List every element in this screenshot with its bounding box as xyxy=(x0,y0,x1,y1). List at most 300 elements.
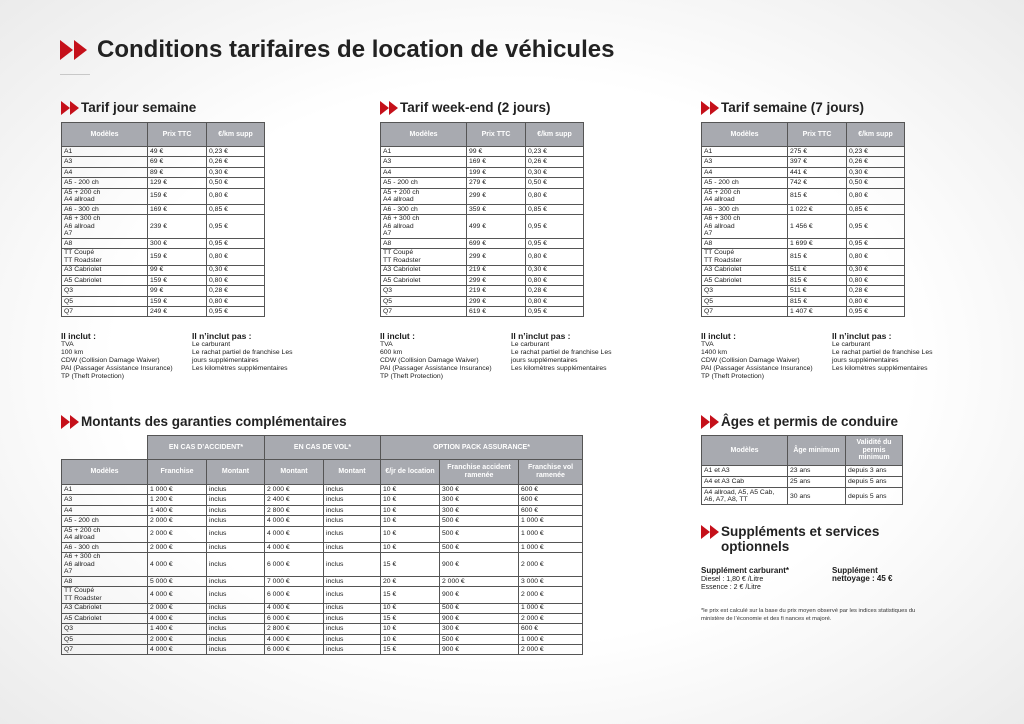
model-cell: A1 xyxy=(62,485,148,495)
price-cell: 742 € xyxy=(788,178,847,188)
value-cell: inclus xyxy=(324,576,381,586)
value-cell: inclus xyxy=(207,542,265,552)
model-cell: Q3 xyxy=(381,286,467,296)
table-row xyxy=(702,477,903,488)
value-cell: inclus xyxy=(324,495,381,505)
value-cell: inclus xyxy=(324,505,381,515)
value-cell: 1 000 € xyxy=(148,485,207,495)
model-cell: A1 xyxy=(381,147,467,157)
value-cell: 4 000 € xyxy=(148,645,207,655)
price-cell: 815 € xyxy=(788,188,847,204)
table-row xyxy=(62,603,583,613)
value-cell: 10 € xyxy=(381,526,440,542)
rate-arrows-icon xyxy=(380,101,398,115)
km-cell: 0,95 € xyxy=(207,215,265,239)
value-cell: 10 € xyxy=(381,542,440,552)
page-title: Conditions tarifaires de location de véhicules xyxy=(97,36,615,63)
value-cell: 2 000 € xyxy=(148,542,207,552)
km-cell: 0,80 € xyxy=(207,188,265,204)
includes-item: 1400 km xyxy=(701,349,728,356)
price-cell: 249 € xyxy=(148,307,207,317)
model-cell: Q3 xyxy=(702,286,788,296)
blank-header xyxy=(62,436,148,460)
table-row xyxy=(62,188,265,204)
model-cell: A4 xyxy=(62,505,148,515)
value-cell: 300 € xyxy=(440,495,519,505)
km-cell: 0,95 € xyxy=(526,307,584,317)
table-row xyxy=(62,215,265,239)
includes-item: TP (Theft Protection) xyxy=(61,373,124,380)
km-cell: 0,80 € xyxy=(847,188,905,204)
value-cell: 1 000 € xyxy=(519,526,583,542)
includes-heading: Il inclut : xyxy=(380,331,415,341)
includes-heading: Il inclut : xyxy=(61,331,96,341)
model-cell: Q7 xyxy=(702,307,788,317)
km-cell: 0,30 € xyxy=(847,167,905,177)
value-cell: 15 € xyxy=(381,645,440,655)
table-row xyxy=(62,526,583,542)
model-cell: A5 Cabriolet xyxy=(62,613,148,623)
age-col-header: Modèles xyxy=(702,436,788,466)
km-cell: 0,95 € xyxy=(847,238,905,248)
rate-title: Tarif semaine (7 jours) xyxy=(721,100,865,115)
value-cell: 4 000 € xyxy=(265,516,324,526)
value-cell: 600 € xyxy=(519,495,583,505)
table-row xyxy=(702,238,905,248)
table-row xyxy=(381,178,584,188)
value-cell: 4 000 € xyxy=(265,603,324,613)
model-cell: A6 + 300 ch A6 allroad A7 xyxy=(62,553,148,577)
model-cell: A4 allroad, A5, A5 Cab, A6, A7, A8, TT xyxy=(702,488,788,505)
table-row xyxy=(381,147,584,157)
value-cell: 4 000 € xyxy=(148,587,207,603)
model-cell: A3 Cabriolet xyxy=(62,265,148,275)
table-row xyxy=(62,249,265,265)
km-cell: 0,80 € xyxy=(847,249,905,265)
table-row xyxy=(62,275,265,285)
km-cell: 0,23 € xyxy=(526,147,584,157)
km-cell: 0,26 € xyxy=(526,157,584,167)
value-cell: 900 € xyxy=(440,587,519,603)
rate-table xyxy=(380,122,584,317)
value-cell: 900 € xyxy=(440,613,519,623)
value-cell: inclus xyxy=(324,485,381,495)
price-cell: 619 € xyxy=(467,307,526,317)
price-cell: 69 € xyxy=(148,157,207,167)
model-cell: TT Coupé TT Roadster xyxy=(702,249,788,265)
excludes-item: Le carburant xyxy=(192,341,231,348)
table-row xyxy=(62,516,583,526)
model-cell: A4 xyxy=(62,167,148,177)
ages-title: Âges et permis de conduire xyxy=(721,414,899,429)
table-row xyxy=(62,495,583,505)
km-cell: 0,80 € xyxy=(526,296,584,306)
value-cell: 4 000 € xyxy=(148,553,207,577)
km-cell: 0,85 € xyxy=(847,204,905,214)
value-cell: inclus xyxy=(207,516,265,526)
price-cell: 239 € xyxy=(148,215,207,239)
excludes-item: Les kilomètres supplémentaires xyxy=(511,365,607,372)
km-cell: 0,80 € xyxy=(526,249,584,265)
km-cell: 0,95 € xyxy=(847,215,905,239)
price-cell: 499 € xyxy=(467,215,526,239)
table-row xyxy=(702,275,905,285)
value-cell: inclus xyxy=(324,526,381,542)
price-cell: 299 € xyxy=(467,296,526,306)
table-row xyxy=(62,167,265,177)
table-row xyxy=(62,307,265,317)
value-cell: 2 000 € xyxy=(148,526,207,542)
table-row xyxy=(62,613,583,623)
table-row xyxy=(62,265,265,275)
value-cell: 300 € xyxy=(440,485,519,495)
value-cell: 1 000 € xyxy=(519,542,583,552)
includes-item: 100 km xyxy=(61,349,84,356)
price-cell: 99 € xyxy=(148,286,207,296)
excludes-item: Le carburant xyxy=(511,341,550,348)
km-cell: 0,30 € xyxy=(207,167,265,177)
value-cell: 2 000 € xyxy=(519,553,583,577)
model-cell: TT Coupé TT Roadster xyxy=(62,587,148,603)
value-cell: 15 € xyxy=(381,553,440,577)
table-row xyxy=(702,286,905,296)
ages-table xyxy=(701,435,903,505)
table-row xyxy=(381,157,584,167)
km-cell: 0,50 € xyxy=(526,178,584,188)
header-price: Prix TTC xyxy=(788,123,847,147)
table-row xyxy=(381,307,584,317)
supplements-arrows-icon xyxy=(701,525,719,539)
value-cell: 2 800 € xyxy=(265,505,324,515)
value-cell: 1 400 € xyxy=(148,624,207,634)
model-cell: Q5 xyxy=(62,296,148,306)
table-row xyxy=(381,215,584,239)
km-cell: 0,80 € xyxy=(207,249,265,265)
model-cell: A5 + 200 ch A4 allroad xyxy=(702,188,788,204)
price-cell: 169 € xyxy=(148,204,207,214)
value-cell: 500 € xyxy=(440,516,519,526)
km-cell: 0,23 € xyxy=(207,147,265,157)
value-cell: 10 € xyxy=(381,624,440,634)
price-cell: 159 € xyxy=(148,188,207,204)
supplements-title-line1: Suppléments et services xyxy=(721,524,880,539)
supplements-title-line2: optionnels xyxy=(721,539,790,554)
model-cell: A6 + 300 ch A6 allroad A7 xyxy=(702,215,788,239)
table-row xyxy=(62,204,265,214)
value-cell: 300 € xyxy=(440,505,519,515)
value-cell: inclus xyxy=(207,576,265,586)
price-cell: 49 € xyxy=(148,147,207,157)
value-cell: 2 000 € xyxy=(519,613,583,623)
group-header-accident: EN CAS D’ACCIDENT* xyxy=(148,436,265,460)
excludes-list xyxy=(511,331,626,373)
table-row xyxy=(62,576,583,586)
model-cell: A8 xyxy=(702,238,788,248)
includes-list xyxy=(61,331,191,381)
fuel-diesel: Diesel : 1,80 € /Litre xyxy=(701,576,764,583)
price-cell: 1 022 € xyxy=(788,204,847,214)
includes-item: 600 km xyxy=(380,349,403,356)
table-row xyxy=(62,286,265,296)
group-header-theft: EN CAS DE VOL* xyxy=(265,436,381,460)
price-cell: 1 456 € xyxy=(788,215,847,239)
price-cell: 815 € xyxy=(788,296,847,306)
model-cell: A1 xyxy=(702,147,788,157)
model-cell: A5 - 200 ch xyxy=(381,178,467,188)
price-cell: 275 € xyxy=(788,147,847,157)
group-header-pack: OPTION PACK ASSURANCE* xyxy=(381,436,583,460)
title-arrows-icon xyxy=(60,40,88,60)
value-cell: depuis 5 ans xyxy=(846,488,903,505)
price-cell: 159 € xyxy=(148,275,207,285)
includes-item: CDW (Collision Damage Waiver) xyxy=(380,357,479,364)
value-cell: inclus xyxy=(324,645,381,655)
guarantee-col-header: Montant xyxy=(207,460,265,485)
header-km: €/km supp xyxy=(526,123,584,147)
table-row xyxy=(381,249,584,265)
table-row xyxy=(62,147,265,157)
model-cell: A3 xyxy=(62,157,148,167)
value-cell: 6 000 € xyxy=(265,587,324,603)
value-cell: 5 000 € xyxy=(148,576,207,586)
table-row xyxy=(381,167,584,177)
value-cell: 600 € xyxy=(519,485,583,495)
table-row xyxy=(702,296,905,306)
value-cell: 4 000 € xyxy=(265,526,324,542)
price-cell: 699 € xyxy=(467,238,526,248)
model-cell: Q7 xyxy=(381,307,467,317)
price-cell: 511 € xyxy=(788,286,847,296)
price-cell: 397 € xyxy=(788,157,847,167)
model-cell: A8 xyxy=(62,238,148,248)
price-cell: 99 € xyxy=(467,147,526,157)
value-cell: 10 € xyxy=(381,495,440,505)
value-cell: 20 € xyxy=(381,576,440,586)
value-cell: 600 € xyxy=(519,505,583,515)
value-cell: 2 000 € xyxy=(440,576,519,586)
table-row xyxy=(381,265,584,275)
value-cell: 500 € xyxy=(440,526,519,542)
age-col-header: Âge minimum xyxy=(788,436,846,466)
model-cell: A4 xyxy=(702,167,788,177)
table-row xyxy=(62,485,583,495)
value-cell: inclus xyxy=(207,526,265,542)
value-cell: 4 000 € xyxy=(265,542,324,552)
age-col-header: Validité du permis minimum xyxy=(846,436,903,466)
km-cell: 0,95 € xyxy=(207,238,265,248)
value-cell: 2 000 € xyxy=(148,634,207,644)
table-row xyxy=(62,553,583,577)
model-cell: A5 + 200 ch A4 allroad xyxy=(62,188,148,204)
price-cell: 279 € xyxy=(467,178,526,188)
price-cell: 300 € xyxy=(148,238,207,248)
value-cell: 500 € xyxy=(440,603,519,613)
includes-item: PAI (Passager Assistance Insurance) xyxy=(380,365,492,372)
fuel-supplement-title: Supplément carburant* xyxy=(701,566,790,575)
table-row xyxy=(702,157,905,167)
value-cell: 2 400 € xyxy=(265,495,324,505)
km-cell: 0,80 € xyxy=(526,275,584,285)
model-cell: A6 - 300 ch xyxy=(702,204,788,214)
km-cell: 0,50 € xyxy=(847,178,905,188)
value-cell: 25 ans xyxy=(788,477,846,488)
model-cell: Q3 xyxy=(62,286,148,296)
title-divider xyxy=(60,74,90,75)
rate-title: Tarif jour semaine xyxy=(81,100,197,115)
value-cell: 2 000 € xyxy=(148,603,207,613)
value-cell: inclus xyxy=(207,603,265,613)
value-cell: 1 000 € xyxy=(519,603,583,613)
price-cell: 159 € xyxy=(148,296,207,306)
header-price: Prix TTC xyxy=(467,123,526,147)
value-cell: 2 800 € xyxy=(265,624,324,634)
price-cell: 511 € xyxy=(788,265,847,275)
km-cell: 0,85 € xyxy=(526,204,584,214)
km-cell: 0,80 € xyxy=(526,188,584,204)
header-km: €/km supp xyxy=(847,123,905,147)
km-cell: 0,95 € xyxy=(526,238,584,248)
model-cell: A6 - 300 ch xyxy=(62,204,148,214)
value-cell: 1 200 € xyxy=(148,495,207,505)
guarantees-arrows-icon xyxy=(61,415,79,429)
price-cell: 299 € xyxy=(467,188,526,204)
model-cell: Q5 xyxy=(62,634,148,644)
table-row xyxy=(381,296,584,306)
excludes-list xyxy=(832,331,947,373)
excludes-heading: Il n’inclut pas : xyxy=(192,331,252,341)
table-row xyxy=(702,147,905,157)
rate-arrows-icon xyxy=(61,101,79,115)
value-cell: 10 € xyxy=(381,516,440,526)
model-cell: A1 et A3 xyxy=(702,466,788,477)
guarantees-title: Montants des garanties complémentaires xyxy=(81,414,347,429)
value-cell: inclus xyxy=(324,634,381,644)
guarantee-col-header: Franchise xyxy=(148,460,207,485)
value-cell: inclus xyxy=(324,516,381,526)
value-cell: 2 000 € xyxy=(148,516,207,526)
value-cell: 2 000 € xyxy=(265,485,324,495)
value-cell: depuis 5 ans xyxy=(846,477,903,488)
table-row xyxy=(381,238,584,248)
cleaning-supplement xyxy=(832,567,892,583)
km-cell: 0,80 € xyxy=(847,275,905,285)
price-cell: 169 € xyxy=(467,157,526,167)
table-row xyxy=(62,296,265,306)
price-cell: 99 € xyxy=(148,265,207,275)
model-cell: TT Coupé TT Roadster xyxy=(381,249,467,265)
model-cell: Q7 xyxy=(62,307,148,317)
km-cell: 0,80 € xyxy=(207,296,265,306)
table-row xyxy=(702,215,905,239)
value-cell: inclus xyxy=(324,603,381,613)
model-cell: A4 et A3 Cab xyxy=(702,477,788,488)
value-cell: 500 € xyxy=(440,542,519,552)
value-cell: 23 ans xyxy=(788,466,846,477)
header-model: Modèles xyxy=(62,123,148,147)
km-cell: 0,28 € xyxy=(847,286,905,296)
supplements-title xyxy=(721,524,879,554)
km-cell: 0,30 € xyxy=(526,167,584,177)
value-cell: inclus xyxy=(207,624,265,634)
model-cell: A5 Cabriolet xyxy=(381,275,467,285)
rate-title: Tarif week-end (2 jours) xyxy=(400,100,551,115)
includes-heading: Il inclut : xyxy=(701,331,736,341)
value-cell: inclus xyxy=(324,542,381,552)
model-cell: A5 - 200 ch xyxy=(62,178,148,188)
model-cell: A5 + 200 ch A4 allroad xyxy=(381,188,467,204)
model-cell: A3 xyxy=(62,495,148,505)
value-cell: 15 € xyxy=(381,613,440,623)
km-cell: 0,28 € xyxy=(207,286,265,296)
rate-table xyxy=(61,122,265,317)
price-cell: 359 € xyxy=(467,204,526,214)
table-row xyxy=(702,167,905,177)
table-row xyxy=(702,249,905,265)
value-cell: 1 000 € xyxy=(519,634,583,644)
cleaning-title-line1: Supplément xyxy=(832,566,878,575)
model-cell: A4 xyxy=(381,167,467,177)
excludes-item: Le rachat partiel de franchise Les jours supplémentaires xyxy=(192,349,293,364)
value-cell: 6 000 € xyxy=(265,613,324,623)
km-cell: 0,85 € xyxy=(207,204,265,214)
excludes-item: Les kilomètres supplémentaires xyxy=(192,365,288,372)
model-cell: A8 xyxy=(381,238,467,248)
value-cell: 10 € xyxy=(381,485,440,495)
fuel-essence: Essence : 2 € /Litre xyxy=(701,584,761,591)
table-row xyxy=(62,645,583,655)
table-row xyxy=(62,505,583,515)
model-cell: Q3 xyxy=(62,624,148,634)
model-cell: A5 Cabriolet xyxy=(702,275,788,285)
price-cell: 1 699 € xyxy=(788,238,847,248)
table-row xyxy=(62,157,265,167)
value-cell: 900 € xyxy=(440,645,519,655)
model-cell: A3 xyxy=(381,157,467,167)
header-model: Modèles xyxy=(702,123,788,147)
model-cell: Q5 xyxy=(381,296,467,306)
model-cell: A6 - 300 ch xyxy=(62,542,148,552)
model-cell: A3 Cabriolet xyxy=(702,265,788,275)
value-cell: 10 € xyxy=(381,634,440,644)
guarantee-col-header: Montant xyxy=(324,460,381,485)
value-cell: inclus xyxy=(207,495,265,505)
price-cell: 219 € xyxy=(467,286,526,296)
model-cell: A6 + 300 ch A6 allroad A7 xyxy=(381,215,467,239)
includes-item: TVA xyxy=(380,341,393,348)
value-cell: 7 000 € xyxy=(265,576,324,586)
value-cell: inclus xyxy=(207,645,265,655)
table-row xyxy=(381,275,584,285)
price-cell: 815 € xyxy=(788,249,847,265)
price-cell: 815 € xyxy=(788,275,847,285)
excludes-heading: Il n’inclut pas : xyxy=(832,331,892,341)
model-cell: Q7 xyxy=(62,645,148,655)
value-cell: depuis 3 ans xyxy=(846,466,903,477)
km-cell: 0,95 € xyxy=(526,215,584,239)
includes-item: TP (Theft Protection) xyxy=(701,373,764,380)
includes-item: TVA xyxy=(701,341,714,348)
table-row xyxy=(62,587,583,603)
price-cell: 199 € xyxy=(467,167,526,177)
value-cell: 2 000 € xyxy=(519,645,583,655)
model-cell: A5 Cabriolet xyxy=(62,275,148,285)
table-row xyxy=(62,542,583,552)
price-cell: 299 € xyxy=(467,249,526,265)
table-row xyxy=(702,307,905,317)
table-row xyxy=(62,178,265,188)
value-cell: inclus xyxy=(207,634,265,644)
guarantee-col-header: Franchise vol ramenée xyxy=(519,460,583,485)
